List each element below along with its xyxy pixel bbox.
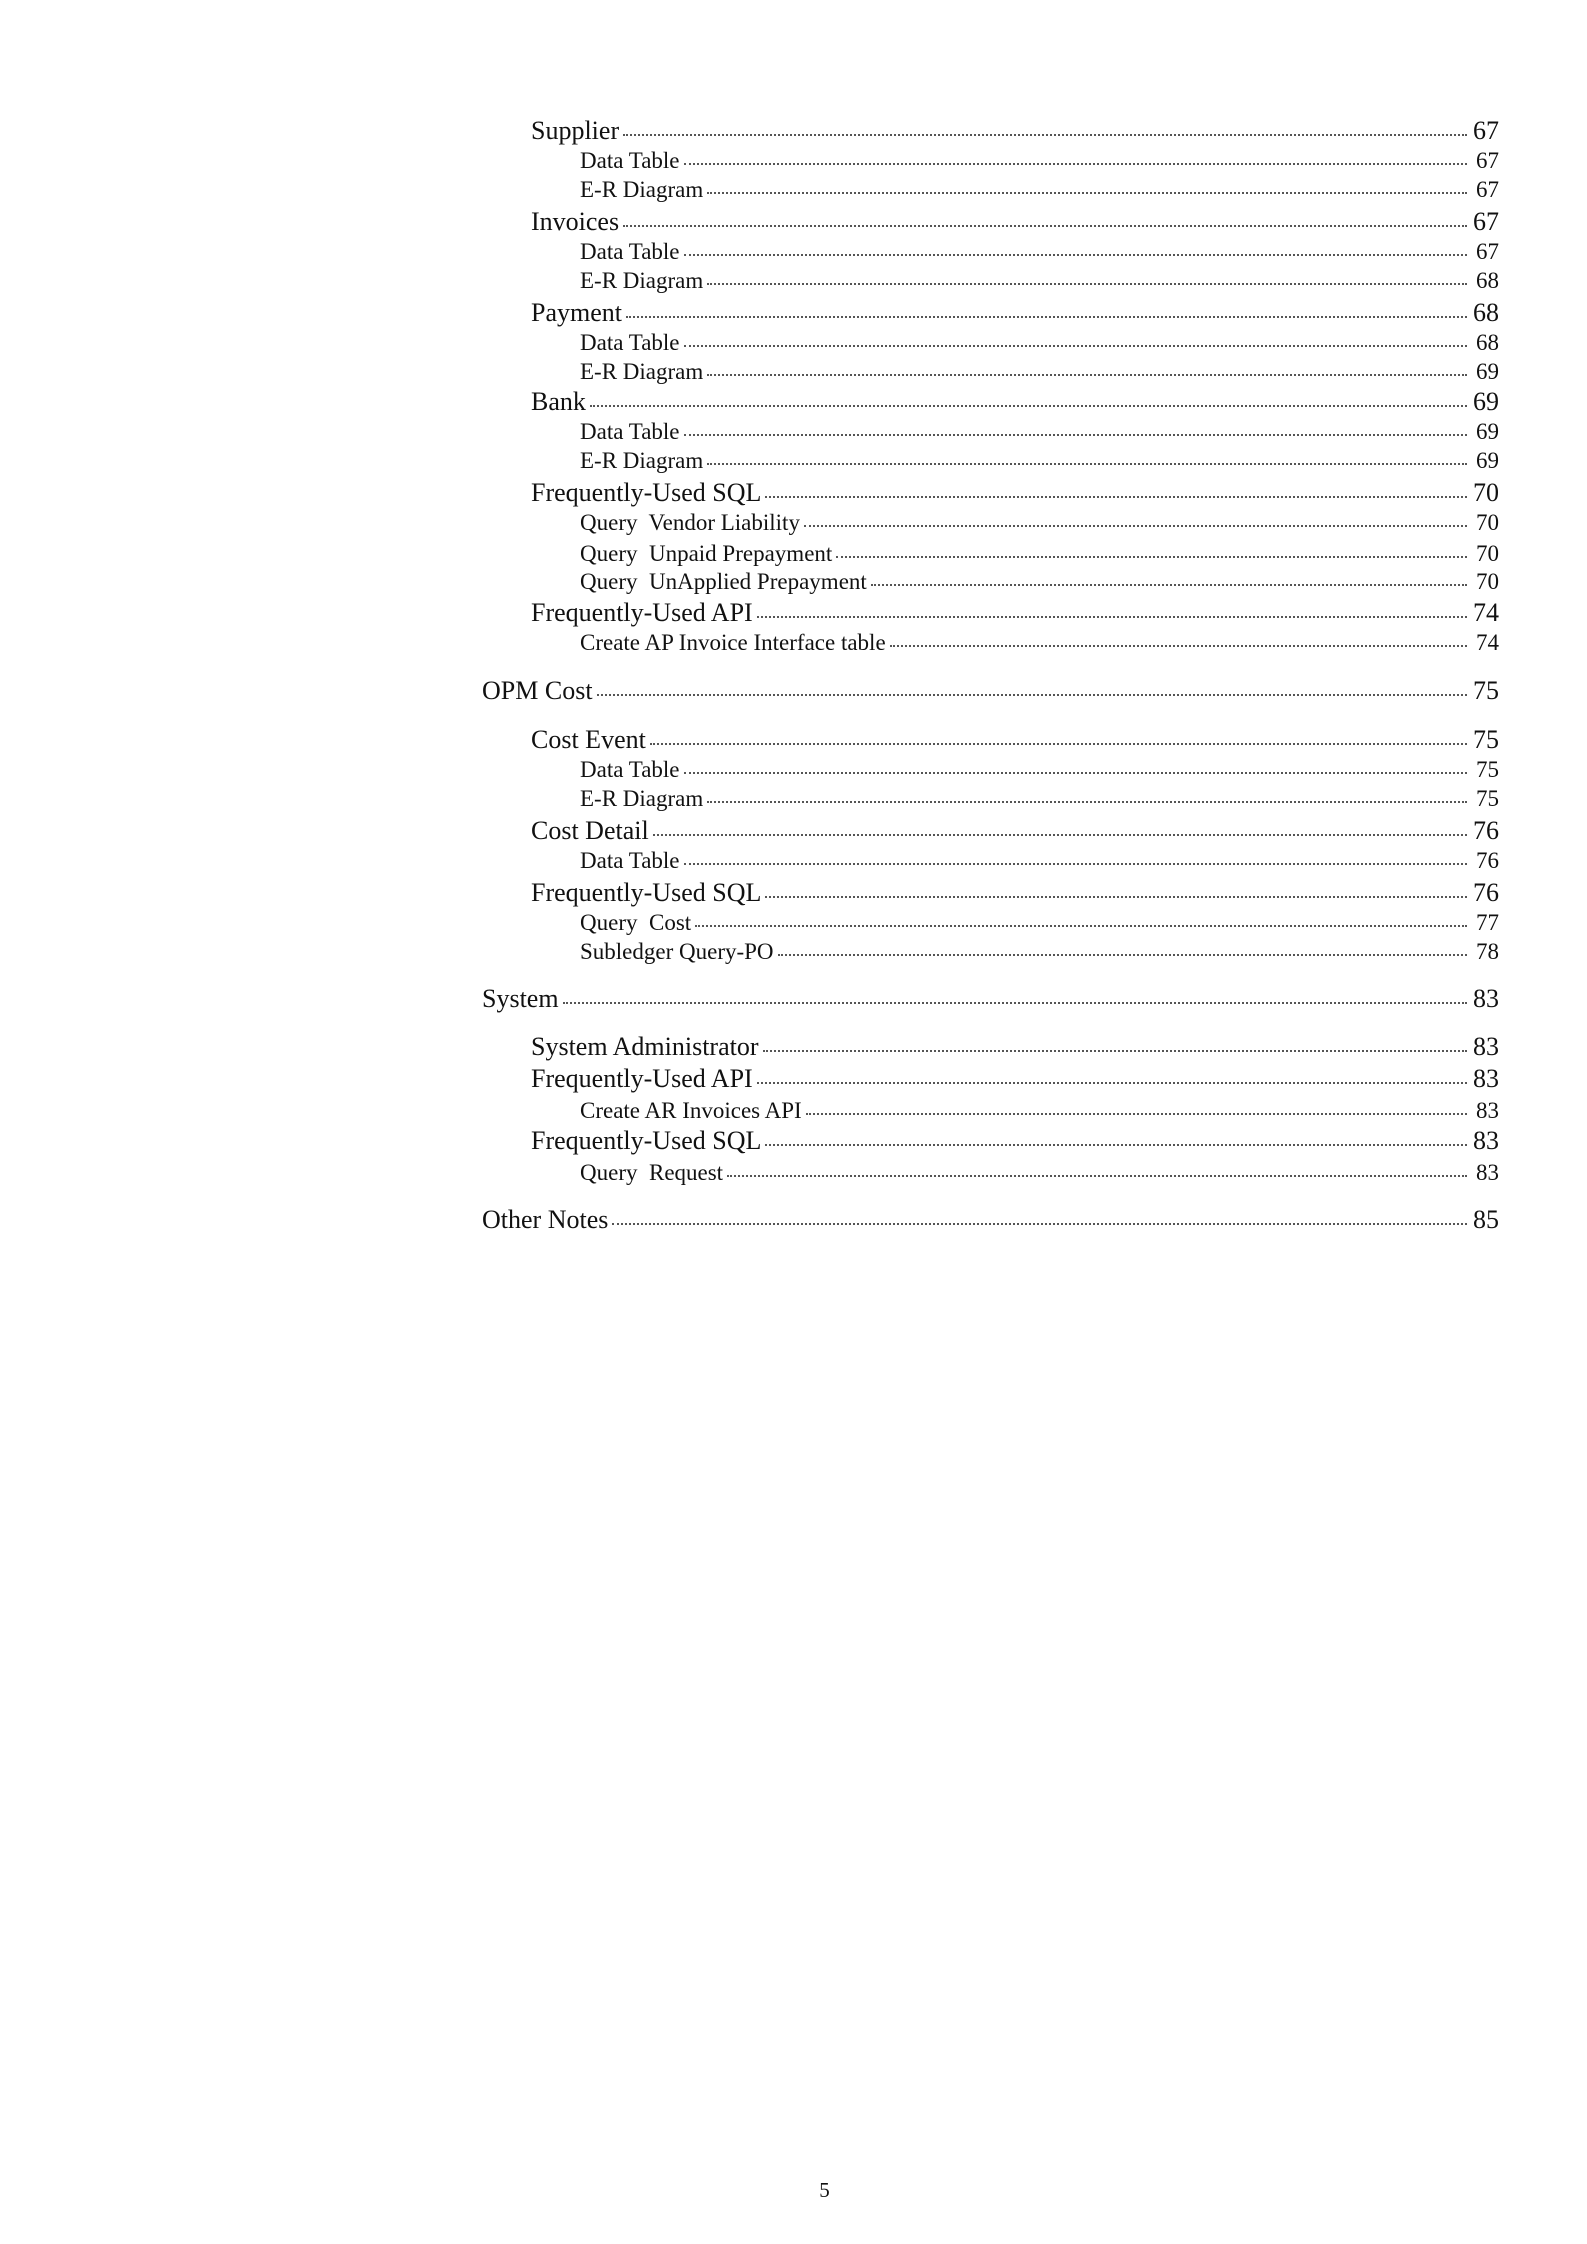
dot-leader: [765, 1144, 1467, 1146]
toc-entry[interactable]: [580, 1098, 1499, 1124]
toc-entry-title: OPM Cost: [482, 675, 593, 705]
toc-entry-page: 69: [1476, 448, 1499, 474]
toc-entry-page: 70: [1476, 510, 1499, 536]
dot-leader: [836, 556, 1467, 558]
toc-entry[interactable]: [531, 1126, 1499, 1156]
toc-entry-title: Frequently-Used SQL: [531, 877, 762, 907]
toc-entry[interactable]: [580, 541, 1499, 567]
dot-leader: [650, 743, 1467, 745]
toc-entry[interactable]: [580, 510, 1499, 536]
dot-leader: [707, 192, 1467, 194]
toc-entry-page: 78: [1476, 938, 1499, 964]
dot-leader: [765, 496, 1467, 498]
toc-entry-page: 83: [1473, 1063, 1499, 1093]
dot-leader: [757, 1082, 1467, 1084]
toc-entry[interactable]: [580, 630, 1499, 656]
toc-entry-title: Supplier: [531, 115, 620, 145]
toc-entry[interactable]: [531, 298, 1499, 328]
dot-leader: [612, 1223, 1467, 1225]
toc-entry-page: 69: [1473, 387, 1499, 417]
toc-entry-title: Data Table: [580, 847, 680, 873]
toc-entry-page: 83: [1476, 1159, 1499, 1185]
dot-leader: [695, 925, 1467, 927]
toc-entry[interactable]: [580, 239, 1499, 265]
toc-entry-page: 67: [1476, 176, 1499, 202]
toc-entry-page: 69: [1476, 358, 1499, 384]
toc-entry-page: 70: [1476, 540, 1499, 566]
toc-entry-title: Data Table: [580, 419, 680, 445]
toc-entry-page: 85: [1473, 1205, 1499, 1235]
dot-leader: [623, 134, 1467, 136]
toc-entry-title: Query Request: [580, 1159, 724, 1185]
toc-entry-title: Cost Event: [531, 724, 646, 754]
dot-leader: [763, 1050, 1468, 1052]
toc-entry[interactable]: [482, 984, 1499, 1014]
toc-entry-title: Frequently-Used SQL: [531, 1125, 762, 1155]
dot-leader: [597, 694, 1467, 696]
toc-entry[interactable]: [531, 598, 1499, 628]
toc-entry-title: E-R Diagram: [580, 176, 704, 202]
dot-leader: [757, 616, 1467, 618]
dot-leader: [623, 225, 1467, 227]
toc-entry-page: 76: [1473, 815, 1499, 845]
toc-entry[interactable]: [482, 1205, 1499, 1235]
toc-entry-page: 68: [1476, 329, 1499, 355]
toc-entry[interactable]: [580, 268, 1499, 294]
toc-entry-page: 76: [1473, 877, 1499, 907]
toc-entry-title: Invoices: [531, 206, 620, 236]
toc-entry-page: 68: [1473, 297, 1499, 327]
toc-entry[interactable]: [580, 757, 1499, 783]
page-number: 5: [819, 2178, 830, 2202]
toc-entry[interactable]: [531, 878, 1499, 908]
dot-leader: [707, 374, 1467, 376]
toc-entry-title: Bank: [531, 387, 586, 417]
toc-entry[interactable]: [531, 387, 1499, 417]
toc-entry-page: 83: [1473, 984, 1499, 1014]
toc-entry[interactable]: [482, 676, 1499, 706]
toc-entry-title: E-R Diagram: [580, 358, 704, 384]
toc-entry[interactable]: [531, 116, 1499, 146]
toc-entry-title: Query Vendor Liability: [580, 510, 800, 536]
toc-entry-page: 76: [1476, 847, 1499, 873]
dot-leader: [806, 1113, 1467, 1115]
toc-entry-page: 74: [1476, 630, 1499, 656]
toc-entry[interactable]: [580, 786, 1499, 812]
dot-leader: [626, 316, 1467, 318]
toc-entry-title: Query Unpaid Prepayment: [580, 540, 833, 566]
toc-entry-title: Create AP Invoice Interface table: [580, 630, 886, 656]
toc-entry[interactable]: [531, 725, 1499, 755]
toc-entry-title: Other Notes: [482, 1205, 609, 1235]
toc-entry-title: System: [482, 984, 559, 1014]
toc-entry[interactable]: [580, 910, 1499, 936]
toc-entry[interactable]: [580, 148, 1499, 174]
dot-leader: [707, 463, 1467, 465]
toc-entry-page: 68: [1476, 267, 1499, 293]
dot-leader: [707, 283, 1467, 285]
toc-entry-page: 77: [1476, 909, 1499, 935]
toc-entry-title: Data Table: [580, 148, 680, 174]
dot-leader: [653, 834, 1467, 836]
toc-entry-page: 75: [1476, 785, 1499, 811]
toc-entry-page: 74: [1473, 597, 1499, 627]
toc-entry-title: Create AR Invoices API: [580, 1097, 802, 1123]
toc-entry[interactable]: [580, 848, 1499, 874]
toc-entry-title: Data Table: [580, 329, 680, 355]
toc-entry-title: System Administrator: [531, 1032, 759, 1062]
toc-entry-title: Frequently-Used API: [531, 597, 753, 627]
toc-entry-page: 83: [1476, 1097, 1499, 1123]
dot-leader: [563, 1002, 1467, 1004]
toc-entry[interactable]: [580, 419, 1499, 445]
toc-entry-page: 75: [1473, 724, 1499, 754]
toc-entry[interactable]: [531, 478, 1499, 508]
toc-entry-title: Cost Detail: [531, 815, 649, 845]
dot-leader: [804, 525, 1467, 527]
toc-entry-title: Data Table: [580, 757, 680, 782]
dot-leader: [684, 254, 1467, 256]
toc-entry[interactable]: [531, 816, 1499, 846]
toc-entry-title: Frequently-Used API: [531, 1063, 753, 1093]
toc-entry[interactable]: [580, 330, 1499, 356]
toc-entry-page: 70: [1473, 477, 1499, 507]
dot-leader: [871, 584, 1467, 586]
toc-entry-title: E-R Diagram: [580, 448, 704, 474]
toc-entry-page: 67: [1473, 206, 1499, 236]
dot-leader: [684, 345, 1467, 347]
toc-entry-page: 75: [1473, 675, 1499, 705]
toc-entry-title: Payment: [531, 297, 622, 327]
dot-leader: [765, 896, 1467, 898]
toc-entry-title: E-R Diagram: [580, 267, 704, 293]
toc-entry-page: 67: [1476, 238, 1499, 264]
toc-entry-title: Subledger Query-PO: [580, 938, 774, 964]
toc-entry-title: E-R Diagram: [580, 785, 704, 811]
dot-leader: [684, 163, 1467, 165]
dot-leader: [684, 772, 1467, 774]
toc-entry-page: 83: [1473, 1125, 1499, 1155]
toc-entry[interactable]: [531, 1064, 1499, 1094]
toc-entry-page: 83: [1473, 1032, 1499, 1062]
toc-entry[interactable]: [580, 448, 1499, 474]
dot-leader: [707, 801, 1467, 803]
toc-entry-title: Frequently-Used SQL: [531, 477, 762, 507]
toc-entry-page: 75: [1476, 757, 1499, 782]
dot-leader: [727, 1175, 1467, 1177]
toc-entry[interactable]: [580, 1160, 1499, 1186]
toc-entry[interactable]: [580, 939, 1499, 965]
toc-entry[interactable]: [580, 569, 1499, 595]
dot-leader: [778, 954, 1467, 956]
toc-entry[interactable]: [531, 207, 1499, 237]
toc-entry[interactable]: [580, 177, 1499, 203]
toc-entry-page: 67: [1473, 115, 1499, 145]
toc-entry-title: Data Table: [580, 238, 680, 264]
dot-leader: [684, 863, 1467, 865]
toc-entry-title: Query Cost: [580, 909, 692, 935]
toc-entry-title: Query UnApplied Prepayment: [580, 569, 867, 595]
dot-leader: [890, 645, 1467, 647]
toc-entry[interactable]: [580, 359, 1499, 385]
dot-leader: [684, 434, 1467, 436]
dot-leader: [590, 405, 1467, 407]
toc-entry[interactable]: [531, 1032, 1499, 1062]
toc-entry-page: 67: [1476, 148, 1499, 174]
toc-entry-page: 69: [1476, 419, 1499, 445]
toc-entry-page: 70: [1476, 569, 1499, 595]
